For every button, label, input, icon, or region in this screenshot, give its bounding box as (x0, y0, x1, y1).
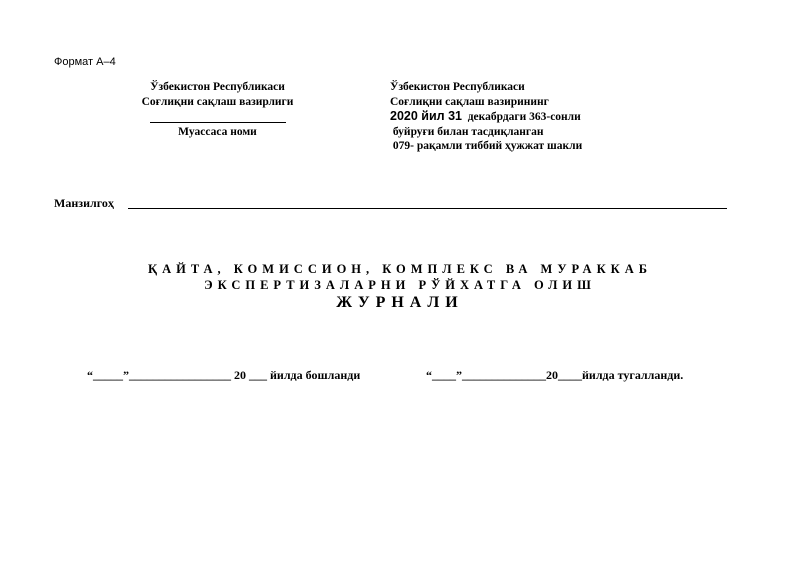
institution-name-blank (150, 112, 286, 123)
approval-ministry: Соғлиқни сақлаш вазирининг (390, 95, 549, 108)
institution-name-caption: Муассаса номи (178, 126, 257, 138)
journal-title-line-2: ЭКСПЕРТИЗАЛАРНИ РЎЙХАТГА ОЛИШ (204, 278, 596, 292)
approval-order-text: буйруғи билан тасдиқланган (390, 125, 544, 138)
journal-title-line-1: ҚАЙТА, КОМИССИОН, КОМПЛЕКС ВА МУРАККАБ (148, 262, 652, 276)
journal-title-line-3: ЖУРНАЛИ (336, 294, 464, 311)
ministry-name: Соғлиқни сақлаш вазирлиги (141, 95, 294, 108)
medical-form-code: 079- рақамли тиббий ҳужжат шакли (390, 140, 583, 152)
start-date-field: “_____”_________________ 20 ___ йилда бошланди (87, 368, 361, 382)
approval-order-date (390, 109, 582, 125)
institution-header (120, 80, 315, 140)
approval-header (390, 80, 582, 154)
approval-date-year: 2020 йил 31 (390, 109, 462, 123)
country-name: Ўзбекистон Республикаси (150, 81, 285, 93)
approval-order-number: декабрдаги 363-сонли (461, 111, 581, 123)
format-label: Формат А–4 (54, 56, 116, 68)
approval-country: Ўзбекистон Республикаси (390, 81, 525, 93)
address-blank-line (128, 208, 727, 209)
end-date-field: “____”______________20____йилда тугалланди. (426, 368, 684, 382)
address-label: Манзилгоҳ (54, 196, 114, 210)
